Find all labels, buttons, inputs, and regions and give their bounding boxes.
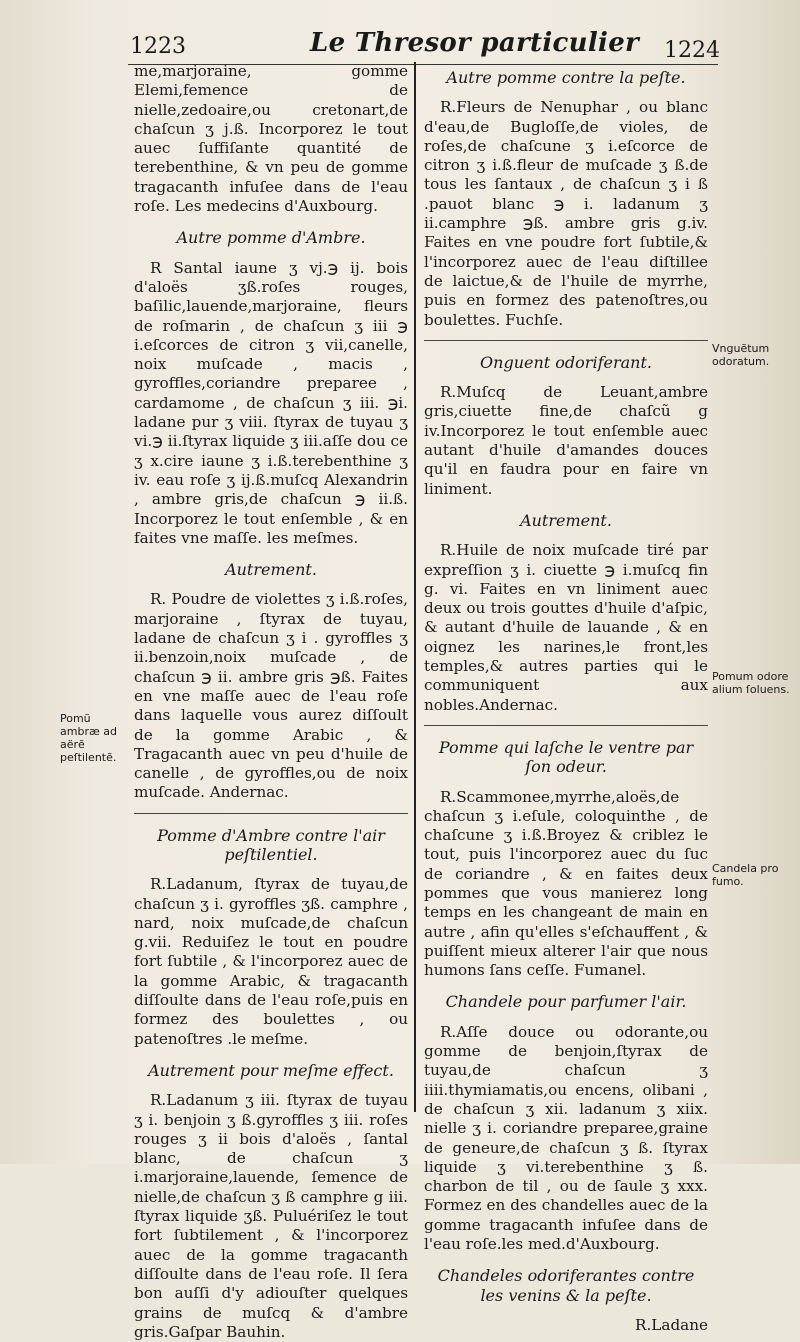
page-header [120, 28, 720, 62]
left-opening-text: me,marjoraine, gomme Elemi,femence de nielle,zedoaire,ou cretonart,de chaſcun ʒ j.ß. Incorporez le tout auec ſuffiſante quantité de terebenthine, & vn peu de gomme tragacanth infuſee dans de l'eau roſe. Les medecins d'Auxbourg. [134, 62, 408, 216]
left-heading-3: Pomme d'Ambre contre l'air peſtilentiel. [157, 825, 385, 864]
right-recipe-4: R.Scammonee,myrrhe,aloës,de chaſcun ʒ i.eſule, coloquinthe , de chaſcune ʒ i.ß.Broyez & criblez le tout, puis l'incorporez auec du ſuc de coriandre , & en faites deux pommes que vous manierez long temps en les changeant de main en autre , afin qu'elles s'eſchauffent , & puiſſent mieux alterer l'air que nous humons ſans ceſſe. Fumanel. [424, 787, 708, 980]
catchword: R.Ladane [635, 1315, 708, 1334]
margin-note-right-1: Vnguẽtum odoratum. [712, 342, 770, 368]
left-recipe-2: R. Poudre de violettes ʒ i.ß.roſes, marjoraine , ſtyrax de tuyau, ladane de chaſcun ʒ i . gyroffles ʒ ii.benzoin,noix muſcade , de chaſcun ℈ ii. ambre gris ℈ß. Faites en vne maſſe auec de l'eau roſe dans laquelle vous aurez diſſoult de la gomme Arabic , & Tragacanth auec vn peu d'huile de canelle , de gyroffles,ou de noix muſcade. Andernac. [134, 590, 408, 802]
margin-note-right-2: Pomum odore alium ſoluens. [712, 670, 790, 696]
left-recipe-3: R.Ladanum, ſtyrax de tuyau,de chaſcun ʒ i. gyroffles ʒß. camphre , nard, noix muſcade,de chaſcun g.vii. Reduiſez le tout en poudre fort ſubtile , & l'incorporez auec de la gomme Arabic, & tragacanth diſſoulte dans de l'eau roſe,puis en formez des boulettes , ou patenoſtres .le meſme. [134, 875, 408, 1048]
left-heading-1: Autre pomme d'Ambre. [176, 228, 366, 248]
right-recipe-3: R.Huile de noix muſcade tiré par expreſſion ʒ i. ciuette ℈ i.muſcq fin g. vi. Faites en vn liniment auec deux ou trois gouttes d'huile d'aſpic, & autant d'huile de lauande , & en oignez les narines,le front,les temples,& autres parties qui le communiquent aux nobles.Andernac. [424, 541, 708, 714]
right-column [424, 62, 708, 1335]
right-separator-1 [424, 340, 708, 341]
right-heading-6: Chandeles odoriferantes contre les venins & la peſte. [437, 1266, 695, 1305]
left-separator [134, 813, 408, 814]
margin-note-right-3: Candela pro fumo. [712, 862, 779, 888]
right-separator-2 [424, 725, 708, 726]
column-divider [414, 62, 416, 1112]
right-heading-3: Autrement. [520, 510, 612, 530]
page-number-right: 1224 [664, 38, 720, 63]
left-recipe-1: R Santal iaune ʒ vj.℈ ij. bois d'aloës ʒß.roſes rouges, baſilic,lauende,marjoraine, fleurs de roſmarin , de chaſcun ʒ iii ℈ i.eſcorces de citron ʒ vii,canelle, noix muſcade , macis , gyroffles,coriandre preparee , cardamome , de chaſcun ʒ iii. ℈i. ladane pur ʒ viii. ſtyrax de tuyau ʒ vi.℈ ii.ſtyrax liquide ʒ iii.aſſe dou ce ʒ x.cire iaune ʒ i.ß.terebenthine ʒ iv. eau roſe ʒ ij.ß.muſcq Alexandrin , ambre gris,de chaſcun ℈ ii.ß. Incorporez le tout enſemble , & en faites vne maſſe. les meſmes. [134, 258, 408, 547]
page-number-left: 1223 [130, 34, 186, 59]
right-heading-4: Pomme qui laſche le ventre par ſon odeur. [438, 737, 694, 777]
margin-note-left-1: Pomũ ambræ ad aërẽ peſtilentẽ. [60, 712, 117, 764]
left-recipe-4: R.Ladanum ʒ iii. ſtyrax de tuyau ʒ i. benjoin ʒ ß.gyroffles ʒ iii. roſes rouges ʒ ii bois d'aloës , ſantal blanc, de chaſcun ʒ i.marjoraine,lauende, ſemence de nielle,de chaſcun ʒ ß camphre g iii. ſtyrax liquide ʒß. Puluériſez le tout fort ſubtilement , & l'incorporez auec de la gomme tragacanth diſſoulte dans de l'eau roſe. Il ſera bon auſſi d'y adiouſter quelques grains de muſcq & d'ambre gris.Gaſpar Bauhin. [134, 1091, 408, 1341]
right-heading-2: Onguent odoriferant. [480, 352, 652, 372]
running-title: Le Thresor particulier [310, 28, 640, 58]
left-column [134, 62, 408, 1342]
right-recipe-1: R.Fleurs de Nenuphar , ou blanc d'eau,de Bugloſſe,de violes, de roſes,de chaſcune ʒ i.eſcorce de citron ʒ i.ß.fleur de muſcade ʒ ß.de tous les ſantaux , de chaſcun ʒ i ß .pauot blanc ℈ i. ladanum ʒ ii.camphre ℈ß. ambre gris g.iv. Faites en vne poudre fort ſubtile,& l'incorporez auec de l'eau diſtillee de laictue,& de l'huile de myrrhe, puis en formez des patenoſtres,ou boulettes. Fuchſe. [424, 98, 708, 329]
right-recipe-5: R.Aſſe douce ou odorante,ou gomme de benjoin,ſtyrax de tuyau,de chaſcun ʒ iiii.thymiamatis,ou encens, olibani , de chaſcun ʒ xii. ladanum ʒ xiix. nielle ʒ i. coriandre preparee,graine de geneure,de chaſcun ʒ ß. ſtyrax liquide ʒ vi.terebenthine ʒ ß. charbon de til , ou de ſaule ʒ xxx. Formez en des chandelles auec de la gomme tragacanth infuſee dans de l'eau roſe.les med.d'Auxbourg. [424, 1022, 708, 1254]
left-heading-4: Autrement pour meſme effect. [148, 1060, 394, 1080]
right-recipe-2: R.Muſcq de Leuant,ambre gris,ciuette fine,de chaſcũ g iv.Incorporez le tout enſemble auec autant d'huile d'amandes douces qu'il en faudra pour en faire vn liniment. [424, 383, 708, 498]
right-heading-1: Autre pomme contre la peſte. [446, 68, 686, 87]
right-heading-5: Chandele pour parfumer l'air. [445, 992, 687, 1012]
left-heading-2: Autrement. [225, 560, 317, 580]
